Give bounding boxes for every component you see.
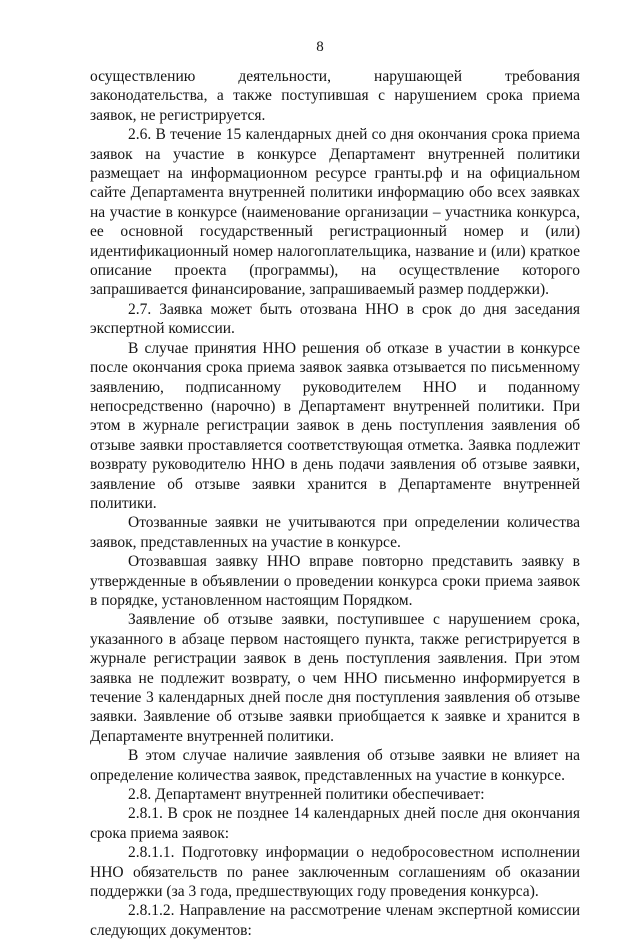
paragraph-2-7: 2.7. Заявка может быть отозвана ННО в срок до дня заседания экспертной комиссии. — [90, 300, 580, 338]
paragraph-withdrawn-not-counted: Отозванные заявки не учитываются при определении количества заявок, представленных на участие в конкурсе. — [90, 514, 580, 551]
paragraph-withdrawal-procedure: В случае принятия ННО решения об отказе в участии в конкурсе после окончания срока приема заявок заявка отзывается по письменному заявлению, подписанному руководителем ННО и поданному непосредственно (нарочно) в Департамент внутренней политики. При этом в журнале регистрации заявок в день поступления заявления об отзыве заявки проставляется соответствующая отметка. Заявка подлежит возврату руководителю ННО в день подачи заявления об отзыве заявки, заявление об отзыве заявки хранится в Департаменте внутренней политики. — [90, 339, 580, 512]
paragraph-2-8: 2.8. Департамент внутренней политики обеспечивает: — [128, 786, 485, 804]
paragraph-2-8-1: 2.8.1. В срок не позднее 14 календарных дней после дня окончания срока приема заявок: — [90, 805, 580, 842]
page-number: 8 — [316, 39, 324, 55]
paragraph-resubmission: Отозвавшая заявку ННО вправе повторно представить заявку в утвержденные в объявлении о проведении конкурса сроки приема заявок в порядке, установленном настоящим Порядком. — [90, 553, 580, 609]
paragraph-withdrawal-no-effect: В этом случае наличие заявления об отзыве заявки не влияет на определение количества заявок, представленных на участие в конкурсе. — [90, 747, 580, 784]
paragraph-2-8-1-2: 2.8.1.2. Направление на рассмотрение членам экспертной комиссии следующих документов: — [90, 902, 580, 939]
paragraph-2-6: 2.6. В течение 15 календарных дней со дня окончания срока приема заявок на участие в конкурсе Департамент внутренней политики размещает на информационном ресурсе гранты.рф и на официальном сайте Департамента внутренней политики информацию обо всех заявках на участие в конкурсе (наименование организации – участника конкурса, ее основной государственный регистрационный номер и (или) идентификационный номер налогоплательщика, название и (или) краткое описание проекта (программы), на осуществление которого запрашивается финансирование, запрашиваемый размер поддержки). — [90, 126, 580, 299]
paragraph-late-withdrawal: Заявление об отзыве заявки, поступившее с нарушением срока, указанного в абзаце первом настоящего пункта, также регистрируется в журнале регистрации заявок в день поступления заявления. При этом заявка не подлежит возврату, о чем ННО письменно информируется в течение 3 календарных дней после дня поступления заявления об отзыве заявки. Заявление об отзыве заявки приобщается к заявке и хранится в Департаменте внутренней политики. — [90, 611, 580, 745]
document-body — [90, 67, 580, 940]
paragraph-continuation: осуществлению деятельности, нарушающей требования законодательства, а также поступившая с нарушением срока приема заявок, не регистрируется. — [90, 68, 580, 124]
paragraph-2-8-1-1: 2.8.1.1. Подготовку информации о недобросовестном исполнении ННО обязательств по ранее заключенным соглашениям об оказании поддержки (за 3 года, предшествующих году проведения конкурса). — [90, 844, 580, 901]
